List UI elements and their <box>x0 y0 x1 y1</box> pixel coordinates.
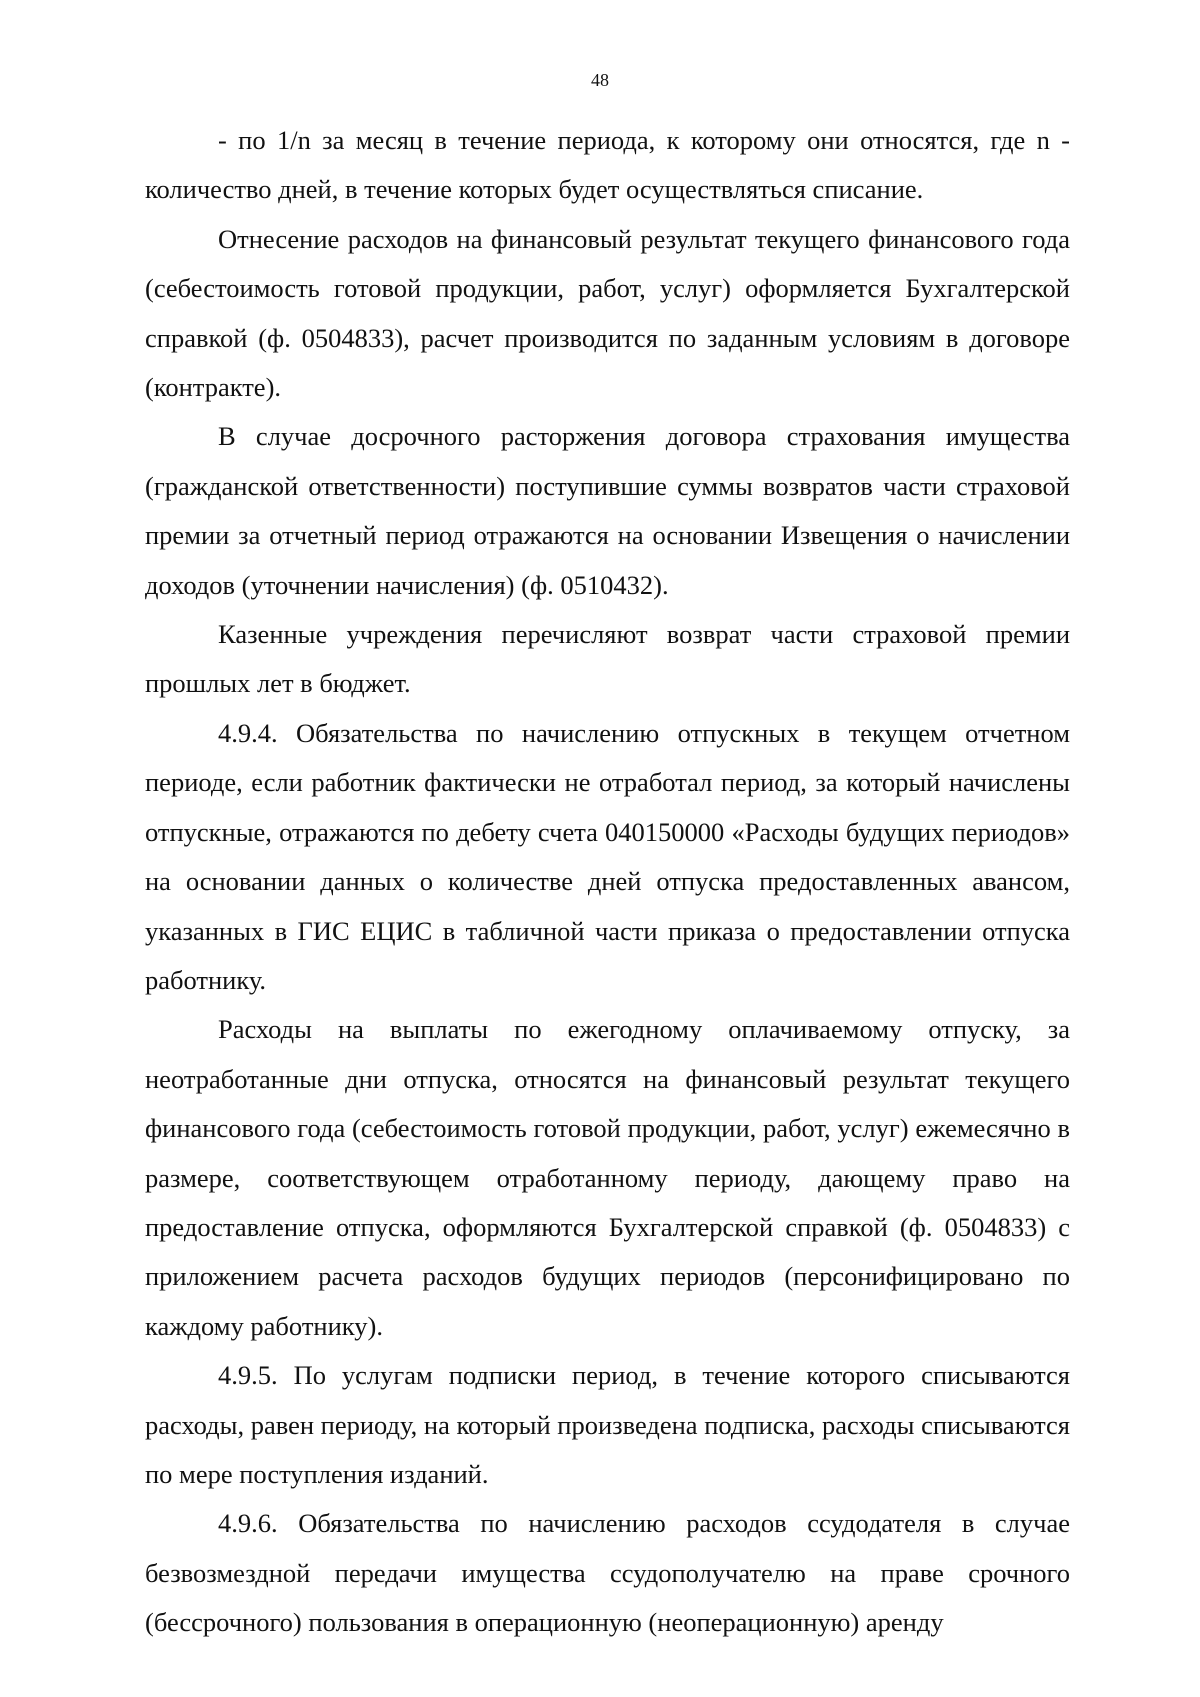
paragraph-state-institutions: Казенные учреждения перечисляют возврат части страховой премии прошлых лет в бюджет. <box>145 619 1070 699</box>
paragraph-4-9-6: 4.9.6. Обязательства по начислению расходов ссудодателя в случае безвозмездной передачи имущества ссудополучателю на праве срочного (бессрочного) пользования в операционную (неоперационную) аренду <box>145 1508 1070 1638</box>
page-number: 48 <box>591 70 609 90</box>
paragraph-insurance-termination: В случае досрочного расторжения договора страхования имущества (гражданской ответственности) поступившие суммы возвратов части страховой премии за отчетный период отражаются на основании Извещения о начислении доходов (уточнении начисления) (ф. 0510432). <box>145 421 1070 600</box>
paragraph-vacation-expenses: Расходы на выплаты по ежегодному оплачиваемому отпуску, за неотработанные дни отпуска, относятся на финансовый результат текущего финансового года (себестоимость готовой продукции, работ, услуг) ежемесячно в размере, соответствующем отработанному периоду, дающему право на предоставление отпуска, оформляются Бухгалтерской справкой (ф. 0504833) с приложением расчета расходов будущих периодов (персонифицировано по каждому работнику). <box>145 1014 1070 1341</box>
paragraph-expense-allocation: Отнесение расходов на финансовый результат текущего финансового года (себестоимость готовой продукции, работ, услуг) оформляется Бухгалтерской справкой (ф. 0504833), расчет производится по заданным условиям в договоре (контракте). <box>145 223 1070 403</box>
document-body <box>145 116 1070 1648</box>
paragraph-4-9-4: 4.9.4. Обязательства по начислению отпускных в текущем отчетном периоде, если работник фактически не отработал период, за который начислены отпускные, отражаются по дебету счета 040150000 «Расходы будущих периодов» на основании данных о количестве дней отпуска предоставленных авансом, указанных в ГИС ЕЦИС в табличной части приказа о предоставлении отпуска работнику. <box>145 717 1070 995</box>
paragraph-write-off-rule: - по 1/n за месяц в течение периода, к которому они относятся, где n - количество дней, в течение которых будет осуществляться списание. <box>145 125 1070 205</box>
paragraph-4-9-5: 4.9.5. По услугам подписки период, в течение которого списываются расходы, равен периоду, на который произведена подписка, расходы списываются по мере поступления изданий. <box>145 1360 1070 1489</box>
